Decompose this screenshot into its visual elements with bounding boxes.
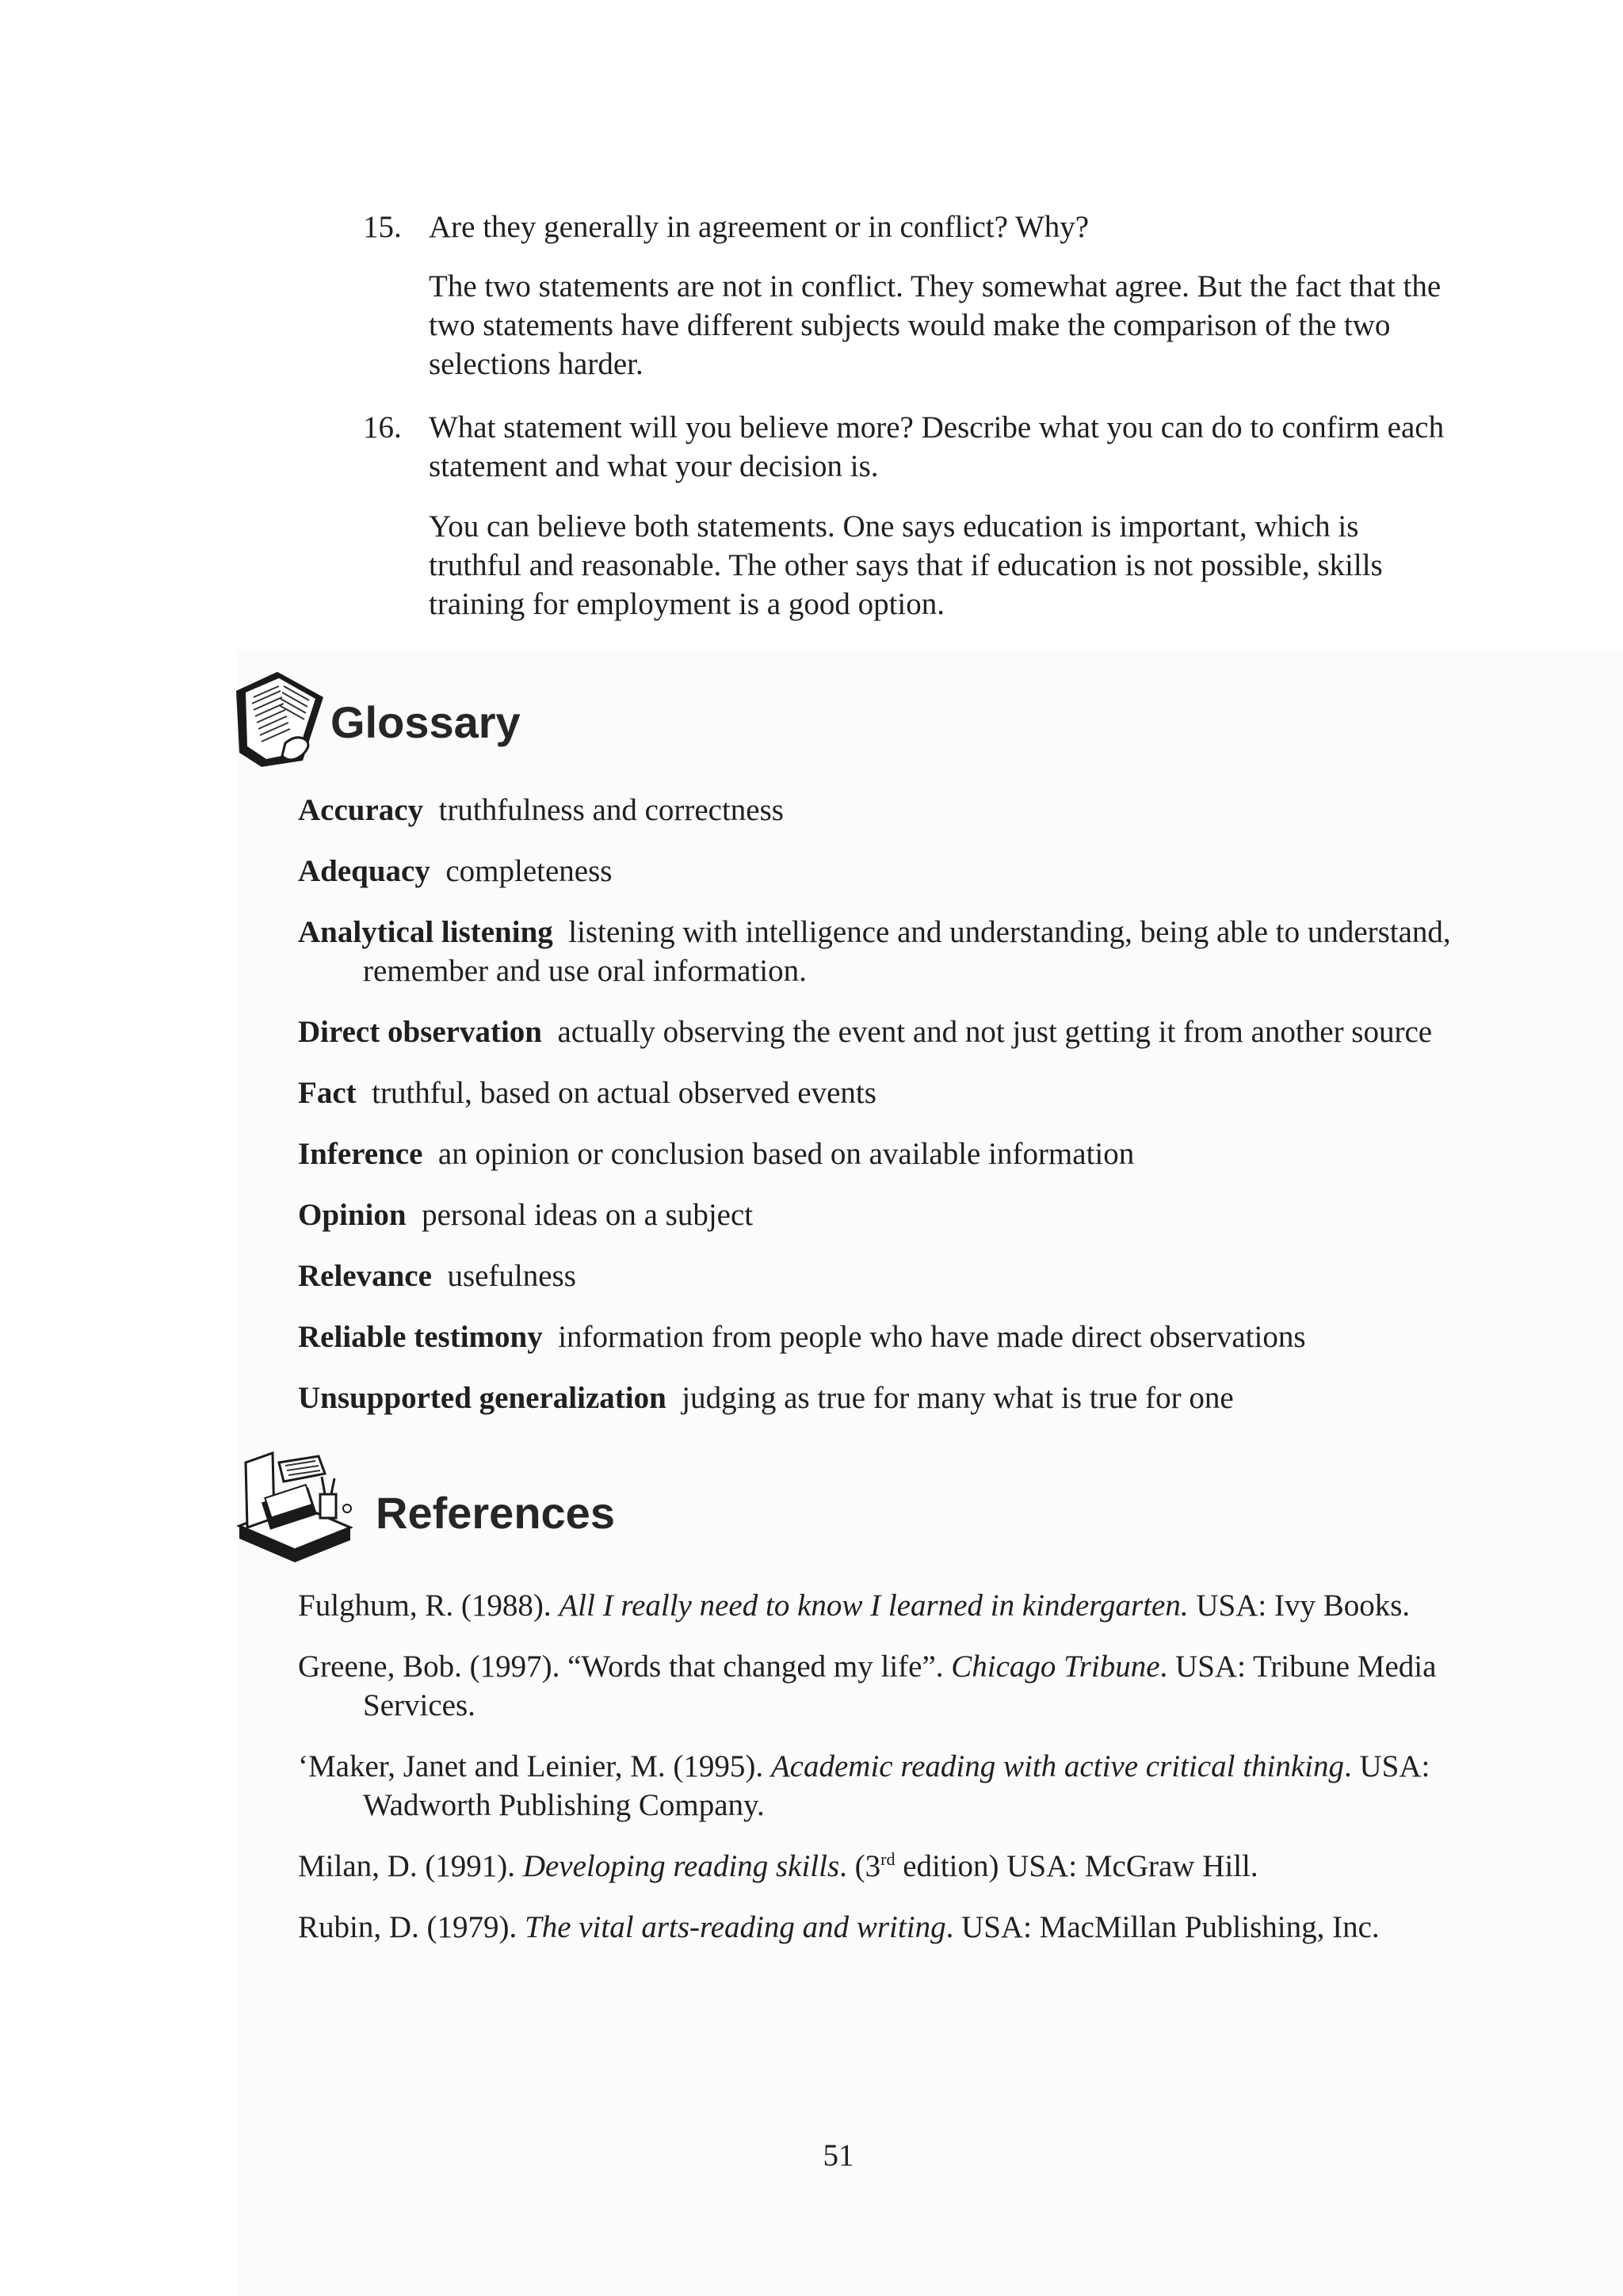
glossary-term: Relevance bbox=[298, 1259, 432, 1293]
glossary-definition: an opinion or conclusion based on available information bbox=[437, 1137, 1135, 1171]
reference-author: Fulghum, R. (1988). bbox=[298, 1589, 559, 1623]
reference-publisher: USA: Ivy Books. bbox=[1188, 1589, 1411, 1623]
glossary-entry bbox=[298, 1074, 1455, 1112]
reference-edition: . (3 bbox=[839, 1849, 881, 1883]
glossary-entry bbox=[298, 1257, 1455, 1295]
glossary-term: Fact bbox=[298, 1076, 357, 1110]
question-number: 15. bbox=[363, 210, 402, 244]
glossary-definition: truthful, based on actual observed events bbox=[372, 1076, 876, 1110]
references-list bbox=[298, 1586, 1455, 1969]
question-text: Are they generally in agreement or in conflict? Why? bbox=[429, 210, 1090, 244]
reference-title: All I really need to know I learned in kindergarten. bbox=[559, 1589, 1189, 1623]
reference-edition-superscript: rd bbox=[880, 1849, 896, 1869]
glossary-definition: personal ideas on a subject bbox=[422, 1198, 754, 1232]
glossary-term: Accuracy bbox=[298, 793, 424, 827]
glossary-term: Adequacy bbox=[298, 854, 430, 888]
reference-entry bbox=[298, 1647, 1455, 1725]
reference-author: Milan, D. (1991). bbox=[298, 1849, 523, 1883]
reference-publisher: . USA: MacMillan Publishing, Inc. bbox=[945, 1910, 1380, 1944]
glossary-entry bbox=[298, 1196, 1455, 1234]
reading-document-icon bbox=[230, 667, 329, 769]
page-number: 51 bbox=[823, 2138, 854, 2172]
question-number: 16. bbox=[363, 410, 402, 444]
reference-publisher: edition) USA: McGraw Hill. bbox=[895, 1849, 1258, 1883]
glossary-term: Reliable testimony bbox=[298, 1320, 543, 1354]
glossary-definition: completeness bbox=[445, 854, 613, 888]
glossary-entry bbox=[298, 852, 1455, 891]
glossary-entry bbox=[298, 1318, 1455, 1356]
glossary-entry bbox=[298, 791, 1455, 830]
reference-entry bbox=[298, 1586, 1455, 1625]
reference-publisher: . USA: Wadworth Publishing Company. bbox=[363, 1749, 1430, 1822]
glossary-definition: actually observing the event and not just getting it from another source bbox=[557, 1015, 1433, 1049]
reference-author: Rubin, D. (1979). bbox=[298, 1910, 525, 1944]
question-text: What statement will you believe more? Describe what you can do to confirm each statement and what your decision is. bbox=[429, 410, 1445, 483]
reference-entry bbox=[298, 1747, 1455, 1825]
glossary-header bbox=[230, 667, 521, 769]
reference-title: The vital arts-reading and writing bbox=[525, 1910, 946, 1944]
reference-entry bbox=[298, 1847, 1455, 1886]
references-header bbox=[231, 1439, 615, 1564]
reference-author: Greene, Bob. (1997). “Words that changed my life”. bbox=[298, 1650, 952, 1684]
reference-entry bbox=[298, 1908, 1455, 1947]
glossary-definition: usefulness bbox=[447, 1259, 576, 1293]
reference-author: ‘Maker, Janet and Leinier, M. (1995). bbox=[298, 1749, 771, 1783]
references-heading: References bbox=[376, 1488, 615, 1538]
glossary-term: Direct observation bbox=[298, 1015, 542, 1049]
answer-text: You can believe both statements. One says education is important, which is truthful and reasonable. The other says that if education is not possible, skills training for employment is a good option. bbox=[429, 509, 1383, 621]
glossary-definition: truthfulness and correctness bbox=[438, 793, 784, 827]
glossary-entry bbox=[298, 1135, 1455, 1173]
glossary-definition: judging as true for many what is true for one bbox=[682, 1381, 1234, 1415]
reference-title: Chicago Tribune bbox=[951, 1650, 1160, 1684]
glossary-entry bbox=[298, 1379, 1455, 1417]
glossary-entry bbox=[298, 913, 1455, 990]
reference-publisher: . USA: Tribune Media Services. bbox=[363, 1650, 1437, 1722]
reference-title: Academic reading with active critical thinking bbox=[770, 1749, 1344, 1783]
glossary-definition: listening with intelligence and understanding, being able to understand, remember and use oral information. bbox=[363, 915, 1451, 988]
glossary-entry bbox=[298, 1013, 1455, 1051]
glossary-term: Inference bbox=[298, 1137, 423, 1171]
glossary-list bbox=[298, 791, 1455, 1440]
glossary-definition: information from people who have made direct observations bbox=[558, 1320, 1306, 1354]
glossary-term: Analytical listening bbox=[298, 915, 553, 949]
glossary-term: Unsupported generalization bbox=[298, 1381, 666, 1415]
glossary-term: Opinion bbox=[298, 1198, 407, 1232]
books-desk-icon bbox=[231, 1439, 358, 1564]
answer-text: The two statements are not in conflict. They somewhat agree. But the fact that the two statements have different subjects would make the comparison of the two selections harder. bbox=[429, 269, 1442, 381]
glossary-heading: Glossary bbox=[330, 697, 521, 747]
reference-title: Developing reading skills bbox=[522, 1849, 840, 1883]
